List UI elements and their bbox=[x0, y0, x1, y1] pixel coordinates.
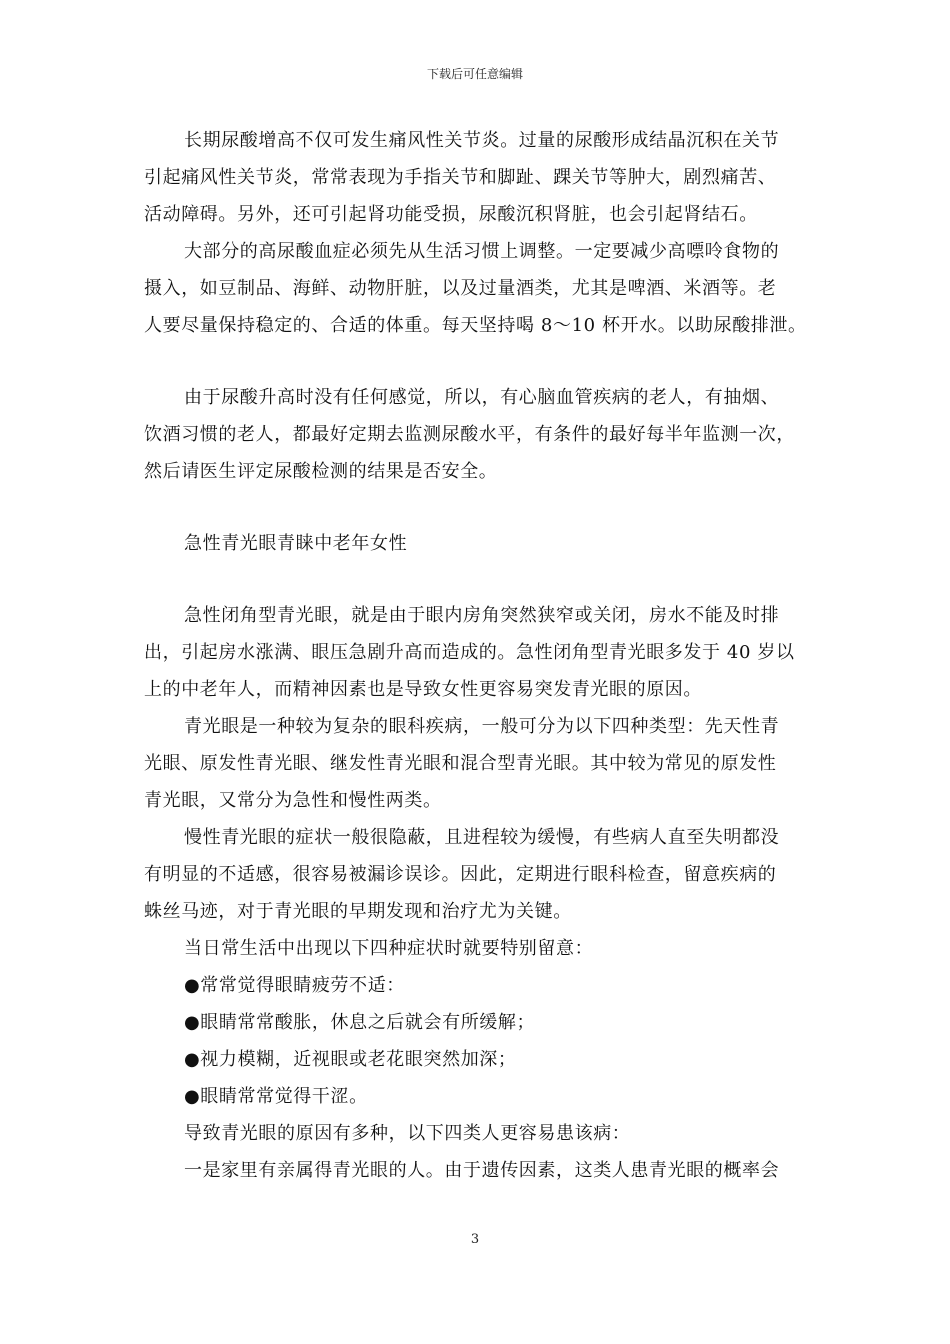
paragraph-line: 饮酒习惯的老人，都最好定期去监测尿酸水平，有条件的最好每半年监测一次， bbox=[144, 424, 795, 445]
paragraph-line: 大部分的高尿酸血症必须先从生活习惯上调整。一定要减少高嘌呤食物的 bbox=[184, 241, 780, 262]
paragraph-line: 当日常生活中出现以下四种症状时就要特别留意： bbox=[184, 938, 594, 959]
paragraph-line: 光眼、原发性青光眼、继发性青光眼和混合型青光眼。其中较为常见的原发性 bbox=[144, 753, 777, 774]
paragraph-line: 然后请医生评定尿酸检测的结果是否安全。 bbox=[144, 461, 498, 482]
paragraph-line: 有明显的不适感，很容易被漏诊误诊。因此，定期进行眼科检查，留意疾病的 bbox=[144, 864, 777, 885]
paragraph-line: 导致青光眼的原因有多种，以下四类人更容易患该病： bbox=[184, 1123, 631, 1144]
paragraph-line: 蛛丝马迹，对于青光眼的早期发现和治疗尤为关键。 bbox=[144, 901, 572, 922]
paragraph-line: 由于尿酸升高时没有任何感觉，所以，有心脑血管疾病的老人，有抽烟、 bbox=[184, 387, 780, 408]
paragraph-line: 出，引起房水涨满、眼压急剧升高而造成的。急性闭角型青光眼多发于 40 岁以 bbox=[144, 642, 795, 663]
paragraph-line: 活动障碍。另外，还可引起肾功能受损，尿酸沉积肾脏，也会引起肾结石。 bbox=[144, 204, 758, 225]
paragraph-line: 急性闭角型青光眼，就是由于眼内房角突然狭窄或关闭，房水不能及时排 bbox=[184, 605, 780, 626]
blank-line bbox=[144, 490, 816, 525]
paragraph-line: 慢性青光眼的症状一般很隐蔽，且进程较为缓慢，有些病人直至失明都没 bbox=[184, 827, 780, 848]
bullet-item: ●视力模糊，近视眼或老花眼突然加深； bbox=[184, 1049, 517, 1070]
blank-line bbox=[144, 344, 816, 379]
paragraph-line: 青光眼是一种较为复杂的眼科疾病，一般可分为以下四种类型：先天性青 bbox=[184, 716, 780, 737]
paragraph-line: 一是家里有亲属得青光眼的人。由于遗传因素，这类人患青光眼的概率会 bbox=[184, 1160, 780, 1181]
paragraph-line: 摄入，如豆制品、海鲜、动物肝脏，以及过量酒类，尤其是啤酒、米酒等。老 bbox=[144, 278, 777, 299]
paragraph-line: 青光眼，又常分为急性和慢性两类。 bbox=[144, 790, 442, 811]
bullet-item: ●常常觉得眼睛疲劳不适： bbox=[184, 975, 405, 996]
paragraph-line: 上的中老年人，而精神因素也是导致女性更容易突发青光眼的原因。 bbox=[144, 679, 702, 700]
blank-line bbox=[144, 562, 816, 597]
page-header: 下载后可任意编辑 bbox=[426, 67, 523, 81]
paragraph-line: 长期尿酸增高不仅可发生痛风性关节炎。过量的尿酸形成结晶沉积在关节 bbox=[184, 130, 780, 151]
paragraph-line: 引起痛风性关节炎，常常表现为手指关节和脚趾、踝关节等肿大，剧烈痛苦、 bbox=[144, 167, 777, 188]
paragraph-line: 人要尽量保持稳定的、合适的体重。每天坚持喝 8～10 杯开水。以助尿酸排泄。 bbox=[144, 315, 807, 336]
page-number: 3 bbox=[470, 1232, 480, 1247]
section-heading: 急性青光眼青睐中老年女性 bbox=[184, 533, 408, 554]
bullet-item: ●眼睛常常酸胀，休息之后就会有所缓解； bbox=[184, 1012, 536, 1033]
document-body bbox=[144, 122, 816, 1189]
bullet-item: ●眼睛常常觉得干涩。 bbox=[184, 1086, 368, 1107]
